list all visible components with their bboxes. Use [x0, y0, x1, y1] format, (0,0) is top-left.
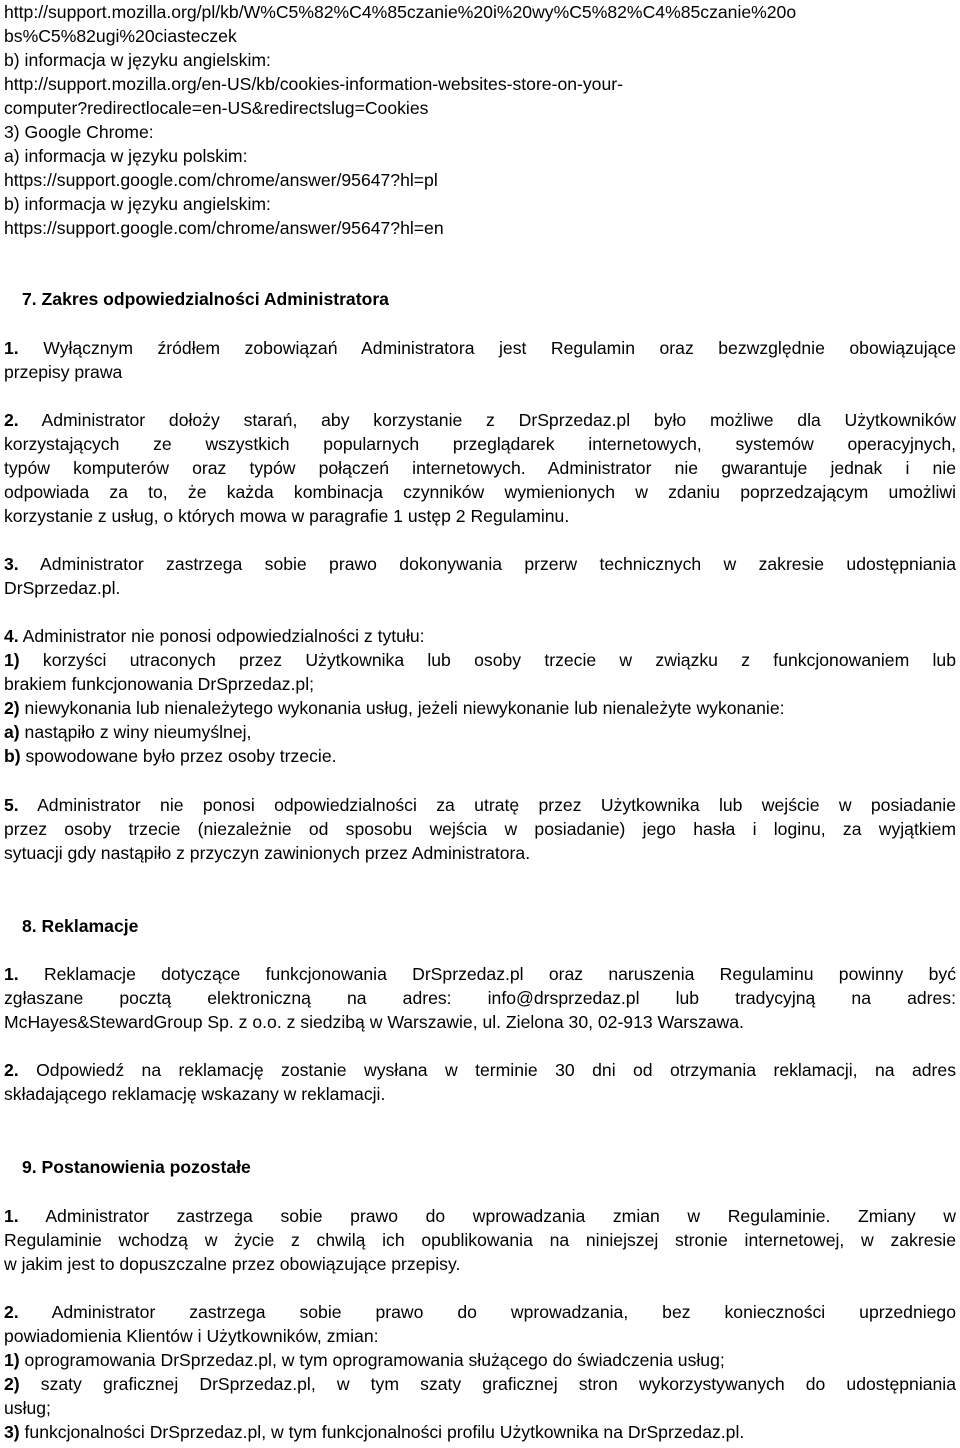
s7-p4-item-b-letter: b) [4, 746, 21, 766]
s9-p2-item-3-number: 3) [4, 1422, 20, 1442]
s9-p2-item-1 [4, 1348, 725, 1372]
s9-p2-item-3-text: funkcjonalności DrSprzedaz.pl, w tym funkcjonalności profilu Użytkownika na DrSprzedaz.pl. [19, 1422, 745, 1442]
mozilla-en-link-line-1[interactable]: http://support.mozilla.org/en-US/kb/cookies-information-websites-store-on-your- [4, 74, 623, 94]
s9-p1-number: 1. [4, 1206, 19, 1226]
s9-p2-line-1 [4, 1300, 956, 1324]
s9-p2-item-2-text: szaty graficznej DrSprzedaz.pl, w tym szaty graficznej stron wykorzystywanych do udostępniania [19, 1374, 956, 1394]
s7-p4-number: 4. [4, 626, 19, 646]
s8-p1-line-2: zgłaszane pocztą elektroniczną na adres: info@drsprzedaz.pl lub tradycyjną na adres: [4, 988, 956, 1008]
s7-p4-item-2-text: niewykonania lub nienależytego wykonania usług, jeżeli niewykonanie lub nienależyte wykonanie: [19, 698, 785, 718]
s9-p2-item-2-line-1 [4, 1372, 956, 1396]
s9-p1-line-2: Regulaminie wchodzą w życie z chwilą ich opublikowania na niniejszej stronie internetowej, w zakresie [4, 1230, 956, 1250]
section-7-heading: 7. Zakres odpowiedzialności Administratora [22, 289, 389, 309]
s9-p1-line-1 [4, 1204, 956, 1228]
s7-p4-item-b-text: spowodowane było przez osoby trzecie. [20, 746, 337, 766]
s7-p4-item-1-text: korzyści utraconych przez Użytkownika lub osoby trzecie w związku z funkcjonowaniem lub [19, 650, 956, 670]
chrome-label: 3) Google Chrome: [4, 122, 154, 142]
s7-p2-line-3: typów komputerów oraz typów połączeń internetowych. Administrator nie gwarantuje jednak i nie [4, 458, 956, 478]
s7-p2-line-5: korzystanie z usług, o których mowa w paragrafie 1 ustęp 2 Regulaminu. [4, 506, 570, 526]
mozilla-pl-link-line-2[interactable]: bs%C5%82ugi%20ciasteczek [4, 26, 237, 46]
chrome-pl-link[interactable]: https://support.google.com/chrome/answer/95647?hl=pl [4, 170, 438, 190]
s7-p4-item-a [4, 720, 251, 744]
s7-p4-item-1-number: 1) [4, 650, 20, 670]
s9-p1-line-3: w jakim jest to dopuszczalne przez obowiązujące przepisy. [4, 1254, 461, 1274]
s7-p1-text-1: Wyłącznym źródłem zobowiązań Administratora jest Regulamin oraz bezwzględnie obowiązujące [18, 338, 956, 358]
s7-p4-item-1-line-2: brakiem funkcjonowania DrSprzedaz.pl; [4, 674, 314, 694]
mozilla-en-link-line-2[interactable]: computer?redirectlocale=en-US&redirectslug=Cookies [4, 98, 429, 118]
s7-p3-line-1 [4, 552, 956, 576]
section-8-heading: 8. Reklamacje [22, 916, 139, 936]
s7-p4-item-a-text: nastąpiło z winy nieumyślnej, [19, 722, 252, 742]
s9-p2-item-1-number: 1) [4, 1350, 20, 1370]
s8-p1-line-3: McHayes&StewardGroup Sp. z o.o. z siedzibą w Warszawie, ul. Zielona 30, 02-913 Warszawa. [4, 1012, 744, 1032]
s7-p2-line-2: korzystających ze wszystkich popularnych przeglądarek internetowych, systemów operacyjnych, [4, 434, 956, 454]
s7-p1-line-1 [4, 336, 956, 360]
s7-p4-item-2 [4, 696, 785, 720]
s7-p5-line-2: przez osoby trzecie (niezależnie od sposobu wejścia w posiadanie) jego hasła i loginu, za wyjątkiem [4, 819, 956, 839]
s9-p2-line-2: powiadomienia Klientów i Użytkowników, zmian: [4, 1326, 379, 1346]
s7-p4-line-1 [4, 624, 425, 648]
s8-p2-text-1: Odpowiedź na reklamację zostanie wysłana w terminie 30 dni od otrzymania reklamacji, na adres [18, 1060, 956, 1080]
s7-p4-item-2-number: 2) [4, 698, 20, 718]
s8-p2-line-1 [4, 1058, 956, 1082]
s7-p3-number: 3. [4, 554, 19, 574]
mozilla-pl-link-line-1[interactable]: http://support.mozilla.org/pl/kb/W%C5%82%C4%85czanie%20i%20wy%C5%82%C4%85czanie%20o [4, 2, 797, 22]
s7-p1-number: 1. [4, 338, 19, 358]
s7-p2-line-4: odpowiada za to, że każda kombinacja czynników wymienionych w zdaniu poprzedzającym umożliwi [4, 482, 956, 502]
s7-p3-line-2: DrSprzedaz.pl. [4, 578, 121, 598]
english-info-label: b) informacja w języku angielskim: [4, 50, 271, 70]
s7-p5-number: 5. [4, 795, 19, 815]
s7-p4-item-a-letter: a) [4, 722, 20, 742]
s7-p4-text: Administrator nie ponosi odpowiedzialności z tytułu: [18, 626, 425, 646]
polish-info-label: a) informacja w języku polskim: [4, 146, 248, 166]
section-9-heading: 9. Postanowienia pozostałe [22, 1157, 251, 1177]
s8-p1-number: 1. [4, 964, 19, 984]
s7-p2-line-1 [4, 408, 956, 432]
chrome-en-link[interactable]: https://support.google.com/chrome/answer/95647?hl=en [4, 218, 444, 238]
s9-p2-item-2-line-2: usług; [4, 1398, 51, 1418]
s8-p1-line-1 [4, 962, 956, 986]
s7-p2-text-1: Administrator dołoży starań, aby korzystanie z DrSprzedaz.pl było możliwe dla Użytkowników [18, 410, 956, 430]
s9-p2-number: 2. [4, 1302, 19, 1322]
s9-p1-text-1: Administrator zastrzega sobie prawo do wprowadzania zmian w Regulaminie. Zmiany w [18, 1206, 956, 1226]
s7-p5-text-1: Administrator nie ponosi odpowiedzialności za utratę przez Użytkownika lub wejście w posiadanie [18, 795, 956, 815]
s7-p5-line-1 [4, 793, 956, 817]
s9-p2-item-2-number: 2) [4, 1374, 20, 1394]
s9-p2-text-1: Administrator zastrzega sobie prawo do wprowadzania, bez konieczności uprzedniego [18, 1302, 956, 1322]
s7-p5-line-3: sytuacji gdy nastąpiło z przyczyn zawinionych przez Administratora. [4, 843, 531, 863]
s7-p4-item-1-line-1 [4, 648, 956, 672]
s7-p1-line-2: przepisy prawa [4, 362, 123, 382]
s7-p3-text-1: Administrator zastrzega sobie prawo dokonywania przerw technicznych w zakresie udostępniania [18, 554, 956, 574]
s9-p2-item-3 [4, 1420, 744, 1444]
s8-p2-number: 2. [4, 1060, 19, 1080]
s7-p4-item-b [4, 744, 337, 768]
s7-p2-number: 2. [4, 410, 19, 430]
s8-p1-text-1: Reklamacje dotyczące funkcjonowania DrSprzedaz.pl oraz naruszenia Regulaminu powinny być [18, 964, 956, 984]
english-info-label-2: b) informacja w języku angielskim: [4, 194, 271, 214]
s9-p2-item-1-text: oprogramowania DrSprzedaz.pl, w tym oprogramowania służącego do świadczenia usług; [19, 1350, 725, 1370]
s8-p2-line-2: składającego reklamację wskazany w reklamacji. [4, 1084, 386, 1104]
